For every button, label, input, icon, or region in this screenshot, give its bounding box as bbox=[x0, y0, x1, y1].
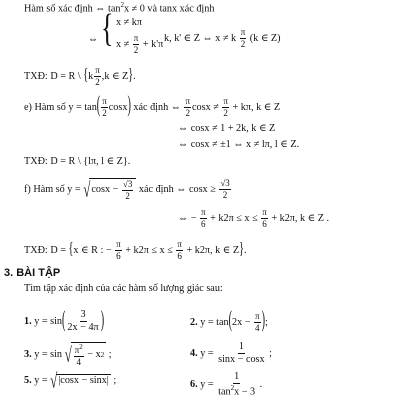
numerator bbox=[74, 344, 84, 357]
exponent: 2 bbox=[230, 384, 235, 393]
text: ⇔ cosx ≠ ±1 ⇔ x ≠ lπ, l ∈ Z. bbox=[178, 139, 300, 150]
text: e) Hàm số y = tan bbox=[24, 101, 97, 113]
text: ⇔ − bbox=[178, 212, 197, 224]
denominator: 2 bbox=[222, 190, 228, 200]
denominator: 2 bbox=[240, 39, 246, 49]
fraction bbox=[115, 240, 122, 261]
fraction bbox=[133, 34, 140, 55]
text: y = bbox=[200, 379, 214, 391]
numerator: π bbox=[255, 311, 260, 321]
square-root: √ $\frac{\pi^2}{4}$ − x 2 bbox=[64, 342, 105, 367]
text: 3. BÀI TẬP bbox=[4, 267, 61, 279]
text: f) Hàm số y = bbox=[24, 183, 81, 195]
exponent: 2 bbox=[79, 343, 83, 351]
text: |cosx − sinx| bbox=[58, 375, 109, 387]
denominator: 2 bbox=[185, 108, 190, 118]
part-e-line-2 bbox=[178, 124, 275, 134]
fraction bbox=[254, 312, 261, 333]
text: + k2π ≤ x ≤ bbox=[125, 244, 173, 256]
numerator: π bbox=[95, 65, 100, 75]
numerator: π bbox=[201, 207, 206, 217]
fraction bbox=[122, 180, 133, 201]
numerator: π bbox=[223, 96, 228, 106]
fraction bbox=[240, 28, 247, 49]
text: Tìm tập xác định của các hàm số lượng giác sau: bbox=[24, 283, 223, 294]
exercise-5 bbox=[24, 368, 117, 393]
denominator: 2 bbox=[133, 45, 139, 55]
line-tan-condition bbox=[24, 2, 214, 15]
text: x ≠ bbox=[116, 38, 130, 50]
arrow: ⇔ bbox=[88, 34, 99, 45]
exercise-3 bbox=[24, 342, 112, 367]
text: + kπ, k ∈ Z bbox=[232, 101, 281, 113]
text: π bbox=[74, 345, 80, 355]
exercise-number: 2. bbox=[190, 316, 198, 328]
fraction bbox=[217, 342, 266, 365]
exercise-6 bbox=[190, 372, 262, 398]
fraction bbox=[222, 97, 229, 118]
numerator: π bbox=[262, 207, 267, 217]
text: xác định ⇔ bbox=[133, 101, 181, 113]
fraction bbox=[101, 97, 108, 118]
text: y = tan bbox=[200, 316, 229, 328]
exercise-number: 4. bbox=[190, 348, 198, 360]
denominator: 6 bbox=[262, 219, 267, 229]
fraction bbox=[219, 179, 230, 200]
text: + k2π, k ∈ Z bbox=[186, 244, 240, 256]
text: xác định ⇔ cosx ≥ bbox=[138, 183, 216, 195]
numerator: 1 bbox=[238, 342, 245, 354]
square-root: √ cosx − $\frac{√3}{2}$ bbox=[83, 178, 136, 201]
numerator: π bbox=[133, 33, 139, 43]
fraction bbox=[94, 66, 101, 87]
text: (k ∈ Z) bbox=[249, 32, 281, 44]
text: TXĐ: D = R \ {lπ, l ∈ Z}. bbox=[24, 156, 131, 167]
text: tan bbox=[218, 386, 231, 398]
system-conclusion bbox=[164, 28, 281, 49]
numerator: π bbox=[102, 96, 107, 106]
text: TXĐ: D = bbox=[24, 244, 66, 256]
denominator: 2 bbox=[125, 191, 130, 201]
text: x − 3 bbox=[234, 386, 256, 398]
numerator: π bbox=[185, 96, 191, 106]
exercise-number: 1. bbox=[24, 316, 32, 328]
denominator: 2 bbox=[223, 108, 228, 118]
denominator: 4 bbox=[76, 357, 81, 367]
exercise-1: 1. y = sin( $\frac{3}{2x - 4\pi}$ ) bbox=[24, 307, 105, 334]
numerator: π bbox=[116, 239, 121, 249]
denominator: 2x − 4π bbox=[67, 322, 99, 334]
text: cosx − bbox=[91, 184, 119, 196]
numerator: √3 bbox=[122, 179, 133, 189]
text: y = bbox=[200, 348, 214, 360]
text: k bbox=[88, 70, 94, 82]
text: x ∈ R : − bbox=[73, 244, 112, 256]
domain-line-2 bbox=[24, 157, 130, 167]
exercise-number: 6. bbox=[190, 379, 198, 391]
square-root: √ |cosx − sinx| bbox=[50, 368, 109, 393]
exercise-number: 3. bbox=[24, 348, 32, 360]
fraction bbox=[74, 344, 84, 367]
fraction bbox=[176, 240, 183, 261]
text: y = sin bbox=[34, 316, 63, 328]
section-intro bbox=[24, 284, 223, 294]
text: k, k' ∈ Z ⇔ x ≠ k bbox=[164, 32, 237, 44]
exponent: 2 bbox=[100, 351, 105, 359]
text: − x bbox=[87, 349, 101, 361]
text: ; bbox=[264, 316, 268, 328]
fraction bbox=[217, 372, 256, 398]
section-title bbox=[4, 268, 60, 279]
text: ; bbox=[269, 348, 273, 360]
text: TXĐ: D = R \ bbox=[24, 70, 81, 82]
text: + k2π, k ∈ Z . bbox=[271, 212, 330, 224]
numerator: 1 bbox=[233, 372, 240, 384]
text: y = bbox=[34, 374, 48, 386]
text: 2x − bbox=[231, 316, 251, 328]
numerator: 3 bbox=[80, 310, 87, 322]
numerator: π bbox=[177, 239, 182, 249]
text: . bbox=[244, 244, 247, 256]
denominator: 4 bbox=[255, 323, 260, 333]
exercise-2: 2. y = tan(2x − $\frac{\pi}{4}$ ); bbox=[190, 308, 268, 334]
fraction bbox=[261, 208, 268, 229]
text: ⇔ cosx ≠ 1 + 2k, k ∈ Z bbox=[178, 123, 276, 134]
part-f-line-1 bbox=[24, 178, 232, 201]
text: . bbox=[259, 379, 263, 391]
text: x ≠ kπ bbox=[116, 17, 143, 28]
part-e-line-3 bbox=[178, 140, 299, 150]
condition-1 bbox=[116, 18, 142, 28]
denominator: sinx − cosx bbox=[218, 354, 265, 366]
domain-line-3: TXĐ: D = {x ∈ R : − $\frac{\pi}{6}$ + k2π ≤ x ≤ $\frac{\pi}{6}$ + k2π, k ∈ Z}. bbox=[24, 239, 247, 261]
denominator: 6 bbox=[116, 251, 121, 261]
part-f-line-2 bbox=[178, 208, 329, 229]
left-brace: { bbox=[101, 6, 114, 50]
text: cosx ≠ bbox=[192, 101, 219, 113]
denominator bbox=[217, 384, 256, 398]
numerator: π bbox=[240, 27, 246, 37]
denominator: 6 bbox=[177, 251, 182, 261]
denominator: 2 bbox=[95, 77, 100, 87]
part-e-line-1: e) Hàm số y = tan( $\frac{\pi}{2}$ cosx) xác định ⇔ $\frac{\pi}{2}$ cosx ≠ $\frac{\pi}{2}$ + kπ, k ∈ Z bbox=[24, 93, 281, 119]
equivalence-arrow bbox=[88, 35, 98, 45]
fraction bbox=[184, 97, 191, 118]
text: ,k ∈ Z bbox=[101, 70, 129, 82]
text: x ≠ 0 và tanx xác định bbox=[123, 3, 215, 15]
text: Hàm số xác định ⇔ tan bbox=[24, 3, 121, 15]
text: y = sin bbox=[34, 348, 63, 360]
text: cosx bbox=[108, 101, 128, 113]
condition-2 bbox=[116, 34, 163, 55]
text: + k'π bbox=[142, 38, 164, 50]
numerator: √3 bbox=[220, 178, 230, 188]
exercise-number: 5. bbox=[24, 374, 32, 386]
fraction bbox=[66, 310, 99, 333]
denominator: 2 bbox=[102, 108, 107, 118]
fraction bbox=[200, 208, 207, 229]
exponent: 2 bbox=[120, 1, 124, 9]
exercise-4 bbox=[190, 342, 272, 365]
text: ; bbox=[108, 348, 112, 360]
domain-line-1: TXĐ: D = R \ {k $\frac{\pi}{2}$ ,k ∈ Z}. bbox=[24, 65, 136, 87]
text: ; bbox=[113, 374, 117, 386]
text: + k2π ≤ x ≤ bbox=[210, 212, 258, 224]
denominator: 6 bbox=[201, 219, 206, 229]
